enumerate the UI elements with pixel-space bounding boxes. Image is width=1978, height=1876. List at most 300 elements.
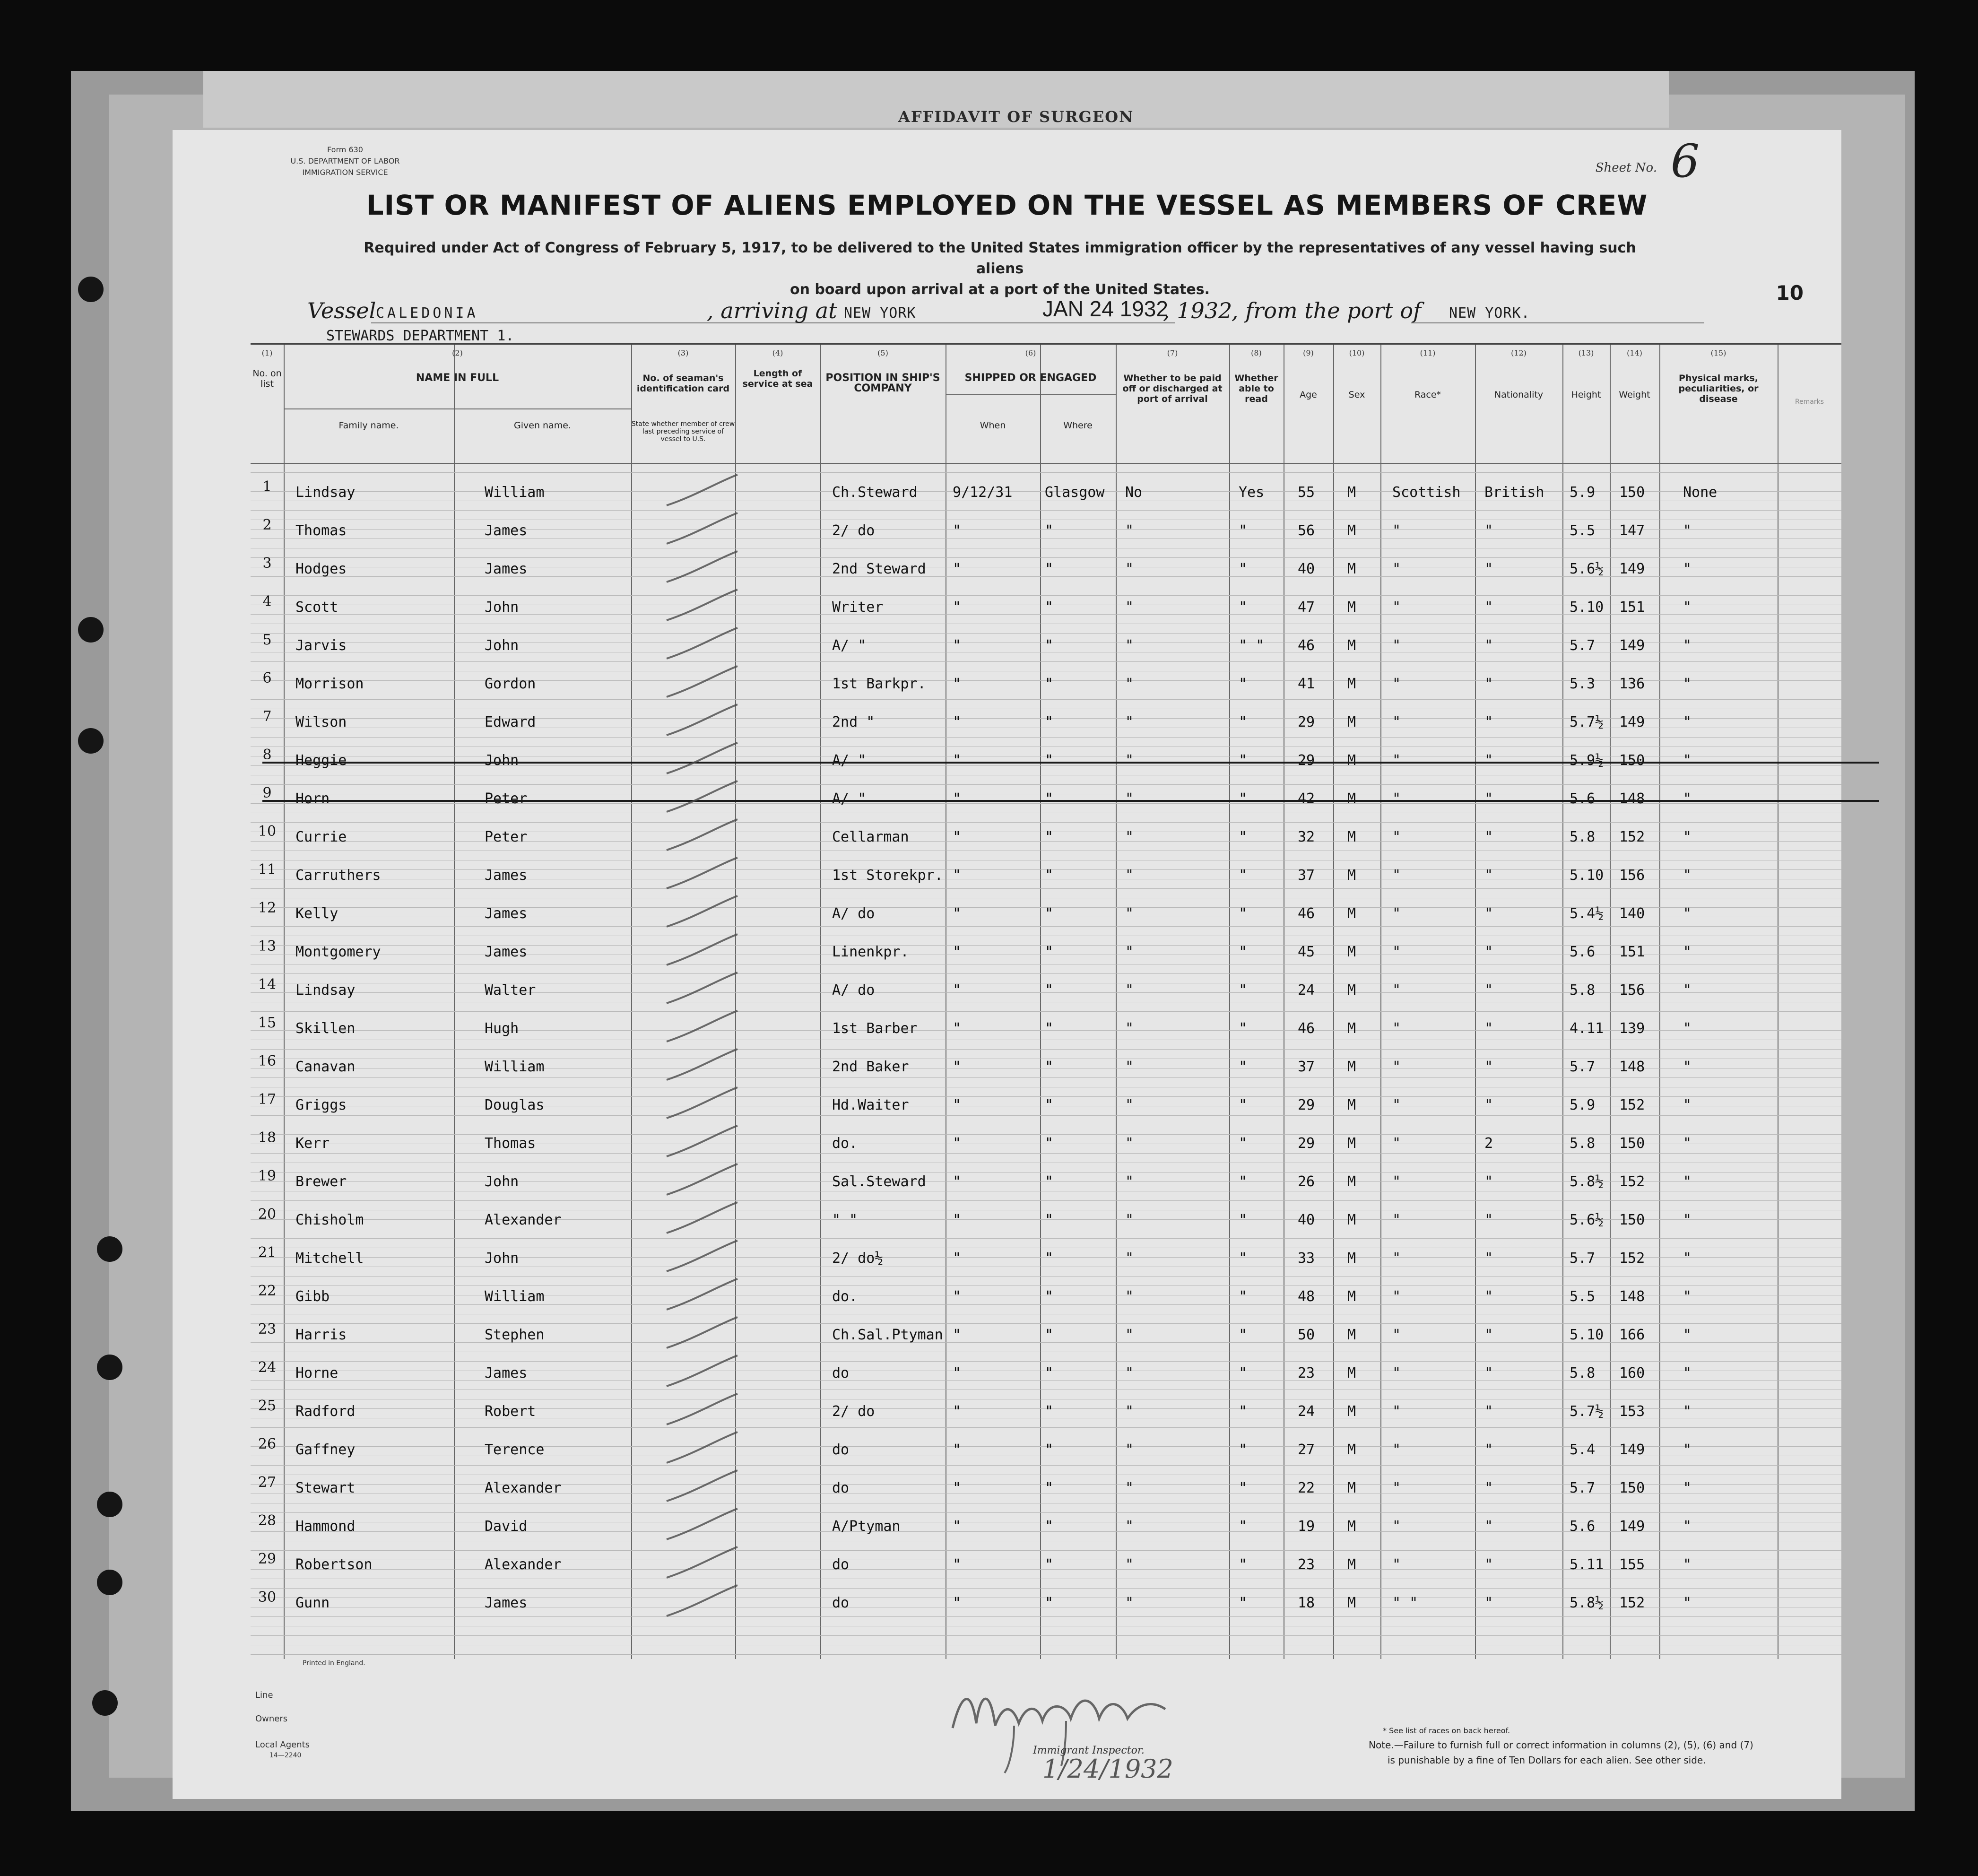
- cell-race: ": [1392, 1327, 1401, 1343]
- cell-given-name: James: [485, 561, 528, 577]
- cell-row-number: 18: [258, 1129, 277, 1146]
- cell-race: ": [1392, 1518, 1401, 1535]
- cell-able-read: ": [1239, 1518, 1248, 1535]
- cell-sex: M: [1347, 1518, 1356, 1535]
- cell-able-read: ": [1239, 1365, 1248, 1381]
- cell-family-name: Lindsay: [295, 484, 356, 501]
- cell-physical-marks: ": [1683, 867, 1692, 884]
- cell-when: ": [953, 1403, 962, 1420]
- cell-nationality: ": [1484, 1059, 1493, 1075]
- cell-paid-off: ": [1125, 752, 1134, 769]
- column-number: (10): [1349, 348, 1365, 357]
- cell-age: 41: [1298, 676, 1315, 692]
- from-port-label: , from the port of: [1232, 298, 1422, 323]
- cell-row-number: 6: [262, 670, 272, 686]
- cell-position: 2nd ": [832, 714, 875, 730]
- cell-able-read: ": [1239, 599, 1248, 616]
- cell-age: 26: [1298, 1173, 1315, 1190]
- column-number: (11): [1420, 348, 1436, 357]
- cell-able-read: ": [1239, 944, 1248, 960]
- cell-physical-marks: ": [1683, 790, 1692, 807]
- cell-position: 2/ do½: [832, 1250, 884, 1267]
- cell-position: A/ ": [832, 752, 867, 769]
- cell-row-number: 16: [258, 1053, 277, 1069]
- cell-sex: M: [1347, 1135, 1356, 1152]
- sheet-number: 6: [1670, 135, 1700, 188]
- cell-physical-marks: ": [1683, 1595, 1692, 1611]
- cell-height: 5.6½: [1570, 1212, 1604, 1228]
- cell-weight: 148: [1619, 1288, 1645, 1305]
- affidavit-heading: AFFIDAVIT OF SURGEON: [898, 108, 1134, 126]
- cell-nationality: ": [1484, 752, 1493, 769]
- cell-where: ": [1045, 1097, 1054, 1113]
- cell-weight: 156: [1619, 982, 1645, 999]
- cell-row-number: 15: [258, 1015, 277, 1031]
- pen-slash: [667, 1394, 737, 1424]
- cell-weight: 136: [1619, 676, 1645, 692]
- cell-where: ": [1045, 790, 1054, 807]
- cell-age: 18: [1298, 1595, 1315, 1611]
- cell-row-number: 1: [262, 478, 272, 495]
- cell-physical-marks: ": [1683, 1403, 1692, 1420]
- cell-physical-marks: ": [1683, 1365, 1692, 1381]
- cell-race: ": [1392, 867, 1401, 884]
- cell-race: ": [1392, 752, 1401, 769]
- cell-physical-marks: ": [1683, 1288, 1692, 1305]
- cell-family-name: Horn: [295, 790, 330, 807]
- pen-slash: [667, 475, 737, 505]
- cell-family-name: Gibb: [295, 1288, 330, 1305]
- cell-able-read: ": [1239, 1020, 1248, 1037]
- cell-given-name: James: [485, 1365, 528, 1381]
- cell-position: A/ ": [832, 790, 867, 807]
- department-name: U.S. DEPARTMENT OF LABOR: [290, 156, 400, 165]
- cell-sex: M: [1347, 522, 1356, 539]
- column-number: (8): [1251, 348, 1262, 357]
- cell-row-number: 27: [258, 1474, 277, 1491]
- cell-paid-off: ": [1125, 522, 1134, 539]
- pen-slash: [667, 1126, 737, 1156]
- cell-when: ": [953, 829, 962, 845]
- header-length-service: Length of service at sea: [742, 368, 813, 389]
- cell-position: A/ do: [832, 905, 875, 922]
- cell-where: ": [1045, 944, 1054, 960]
- cell-family-name: Carruthers: [295, 867, 381, 884]
- cell-given-name: James: [485, 867, 528, 884]
- cell-weight: 150: [1619, 1480, 1645, 1496]
- cell-weight: 150: [1619, 1212, 1645, 1228]
- cell-weight: 150: [1619, 752, 1645, 769]
- header-seaman-card-note: State whether member of crew last preceding service of vessel to U.S.: [631, 420, 735, 443]
- cell-height: 5.7: [1570, 1059, 1596, 1075]
- cell-row-number: 13: [258, 938, 277, 955]
- cell-given-name: James: [485, 522, 528, 539]
- cell-nationality: ": [1484, 790, 1493, 807]
- cell-weight: 149: [1619, 714, 1645, 730]
- cell-paid-off: ": [1125, 1135, 1134, 1152]
- cell-paid-off: ": [1125, 905, 1134, 922]
- cell-nationality: ": [1484, 982, 1493, 999]
- cell-where: ": [1045, 1518, 1054, 1535]
- cell-when: ": [953, 1595, 962, 1611]
- cell-sex: M: [1347, 1288, 1356, 1305]
- department-block: [246, 144, 444, 178]
- pen-slash: [667, 1547, 737, 1578]
- cell-given-name: Stephen: [485, 1327, 545, 1343]
- cell-physical-marks: ": [1683, 1212, 1692, 1228]
- cell-paid-off: ": [1125, 1442, 1134, 1458]
- header-paid-off: Whether to be paid off or discharged at port of arrival: [1122, 373, 1223, 404]
- cell-given-name: James: [485, 905, 528, 922]
- cell-height: 5.9: [1570, 1097, 1596, 1113]
- form-number: Form 630: [327, 145, 363, 154]
- header-physical-marks: Physical marks, peculiarities, or disease: [1678, 373, 1759, 404]
- arriving-label: , arriving at: [707, 298, 837, 323]
- punch-hole: [97, 1236, 122, 1262]
- cell-race: Scottish: [1392, 484, 1461, 501]
- cell-family-name: Kelly: [295, 905, 338, 922]
- cell-paid-off: ": [1125, 1518, 1134, 1535]
- cell-race: ": [1392, 944, 1401, 960]
- cell-age: 23: [1298, 1365, 1315, 1381]
- sheet-label: Sheet No.: [1595, 161, 1657, 175]
- cell-where: ": [1045, 1135, 1054, 1152]
- cell-sex: M: [1347, 982, 1356, 999]
- cell-weight: 149: [1619, 637, 1645, 654]
- cell-sex: M: [1347, 1097, 1356, 1113]
- cell-able-read: Yes: [1239, 484, 1265, 501]
- cell-when: 9/12/31: [953, 484, 1013, 501]
- cell-where: ": [1045, 1059, 1054, 1075]
- pen-slash: [667, 590, 737, 620]
- cell-age: 29: [1298, 1097, 1315, 1113]
- cell-physical-marks: ": [1683, 944, 1692, 960]
- vessel-label: Vessel: [307, 298, 376, 323]
- cell-age: 27: [1298, 1442, 1315, 1458]
- cell-height: 5.7: [1570, 1480, 1596, 1496]
- cell-nationality: ": [1484, 637, 1493, 654]
- cell-weight: 151: [1619, 944, 1645, 960]
- footer-note: [1369, 1737, 1753, 1768]
- cell-where: ": [1045, 905, 1054, 922]
- cell-where: ": [1045, 561, 1054, 577]
- cell-row-number: 3: [262, 555, 272, 572]
- cell-row-number: 21: [258, 1244, 277, 1261]
- cell-when: ": [953, 1135, 962, 1152]
- cell-height: 5.5: [1570, 522, 1596, 539]
- cell-row-number: 23: [258, 1321, 277, 1338]
- pen-slash: [667, 1087, 737, 1118]
- punch-hole: [92, 1690, 118, 1716]
- pen-slash: [667, 896, 737, 927]
- cell-family-name: Montgomery: [295, 944, 381, 960]
- cell-family-name: Robertson: [295, 1556, 373, 1573]
- cell-row-number: 28: [258, 1512, 277, 1529]
- cell-row-number: 9: [262, 785, 272, 801]
- cell-position: do: [832, 1480, 850, 1496]
- cell-weight: 149: [1619, 561, 1645, 577]
- cell-position: 1st Barkpr.: [832, 676, 926, 692]
- cell-where: ": [1045, 867, 1054, 884]
- cell-when: ": [953, 867, 962, 884]
- cell-given-name: Alexander: [485, 1480, 562, 1496]
- cell-given-name: John: [485, 599, 519, 616]
- cell-nationality: ": [1484, 1020, 1493, 1037]
- cell-paid-off: ": [1125, 1212, 1134, 1228]
- column-number: (13): [1578, 348, 1594, 357]
- header-remarks: Remarks: [1795, 398, 1824, 406]
- cell-paid-off: ": [1125, 1403, 1134, 1420]
- pen-slash: [667, 858, 737, 888]
- cell-row-number: 20: [258, 1206, 277, 1223]
- cell-physical-marks: ": [1683, 1556, 1692, 1573]
- cell-position: 2/ do: [832, 522, 875, 539]
- cell-sex: M: [1347, 714, 1356, 730]
- cell-weight: 160: [1619, 1365, 1645, 1381]
- cell-family-name: Currie: [295, 829, 347, 845]
- cell-family-name: Thomas: [295, 522, 347, 539]
- owners-label: Owners: [255, 1714, 288, 1724]
- cell-race: ": [1392, 1442, 1401, 1458]
- cell-position: 2nd Baker: [832, 1059, 909, 1075]
- cell-given-name: William: [485, 484, 545, 501]
- cell-paid-off: ": [1125, 1250, 1134, 1267]
- cell-where: ": [1045, 982, 1054, 999]
- cell-family-name: Mitchell: [295, 1250, 364, 1267]
- subtitle-line-1: Required under Act of Congress of February 5, 1917, to be delivered to the United States immigration officer by the representatives of any vessel having such aliens: [364, 240, 1636, 277]
- punch-hole: [78, 728, 104, 754]
- cell-height: 5.7½: [1570, 1403, 1604, 1420]
- cell-race: ": [1392, 1288, 1401, 1305]
- cell-when: ": [953, 1327, 962, 1343]
- pen-slash: [667, 1355, 737, 1386]
- cell-family-name: Hammond: [295, 1518, 356, 1535]
- cell-row-number: 22: [258, 1283, 277, 1299]
- punch-hole: [97, 1355, 122, 1380]
- cell-position: do: [832, 1556, 850, 1573]
- cell-paid-off: ": [1125, 829, 1134, 845]
- cell-given-name: Hugh: [485, 1020, 519, 1037]
- cell-nationality: 2: [1484, 1135, 1493, 1152]
- cell-weight: 152: [1619, 1250, 1645, 1267]
- cell-physical-marks: ": [1683, 829, 1692, 845]
- pen-slash: [667, 704, 737, 735]
- cell-height: 5.10: [1570, 1327, 1604, 1343]
- cell-height: 5.8: [1570, 982, 1596, 999]
- cell-family-name: Horne: [295, 1365, 338, 1381]
- cell-position: do: [832, 1365, 850, 1381]
- cell-race: ": [1392, 829, 1401, 845]
- cell-age: 24: [1298, 1403, 1315, 1420]
- cell-age: 19: [1298, 1518, 1315, 1535]
- cell-weight: 149: [1619, 1518, 1645, 1535]
- cell-when: ": [953, 982, 962, 999]
- cell-race: ": [1392, 1250, 1401, 1267]
- inspector-label: Immigrant Inspector.: [1033, 1745, 1145, 1756]
- cell-where: ": [1045, 676, 1054, 692]
- cell-where: ": [1045, 637, 1054, 654]
- note-line-1: Note.—Failure to furnish full or correct information in columns (2), (5), (6) and (7): [1369, 1739, 1753, 1751]
- cell-row-number: 10: [258, 823, 277, 840]
- cell-sex: M: [1347, 829, 1356, 845]
- cell-weight: 152: [1619, 1097, 1645, 1113]
- pen-slash: [667, 1585, 737, 1616]
- cell-race: " ": [1392, 1595, 1418, 1611]
- cell-height: 5.8½: [1570, 1595, 1604, 1611]
- cell-family-name: Jarvis: [295, 637, 347, 654]
- cell-when: ": [953, 1173, 962, 1190]
- signature-date: 1/24/1932: [1042, 1754, 1173, 1784]
- cell-given-name: Peter: [485, 829, 528, 845]
- cell-where: ": [1045, 1403, 1054, 1420]
- cell-physical-marks: ": [1683, 1097, 1692, 1113]
- cell-where: ": [1045, 714, 1054, 730]
- cell-position: Cellarman: [832, 829, 909, 845]
- cell-sex: M: [1347, 790, 1356, 807]
- cell-race: ": [1392, 1556, 1401, 1573]
- cell-physical-marks: ": [1683, 1442, 1692, 1458]
- cell-able-read: ": [1239, 1212, 1248, 1228]
- cell-age: 22: [1298, 1480, 1315, 1496]
- cell-age: 46: [1298, 637, 1315, 654]
- cell-given-name: Alexander: [485, 1212, 562, 1228]
- cell-weight: 151: [1619, 599, 1645, 616]
- column-number: (1): [261, 348, 273, 357]
- cell-row-number: 19: [258, 1168, 277, 1184]
- cell-where: ": [1045, 752, 1054, 769]
- cell-family-name: Harris: [295, 1327, 347, 1343]
- cell-nationality: ": [1484, 905, 1493, 922]
- pen-slash: [667, 1509, 737, 1539]
- cell-age: 47: [1298, 599, 1315, 616]
- cell-nationality: ": [1484, 676, 1493, 692]
- cell-sex: M: [1347, 1212, 1356, 1228]
- cell-able-read: ": [1239, 982, 1248, 999]
- manifest-table: [251, 343, 1841, 1659]
- cell-nationality: ": [1484, 1403, 1493, 1420]
- cell-nationality: ": [1484, 714, 1493, 730]
- cell-sex: M: [1347, 867, 1356, 884]
- cell-height: 5.11: [1570, 1556, 1604, 1573]
- cell-paid-off: ": [1125, 561, 1134, 577]
- cell-family-name: Skillen: [295, 1020, 356, 1037]
- cell-family-name: Heggie: [295, 752, 347, 769]
- cell-nationality: ": [1484, 1442, 1493, 1458]
- cell-sex: M: [1347, 676, 1356, 692]
- cell-weight: 152: [1619, 829, 1645, 845]
- cell-physical-marks: ": [1683, 1250, 1692, 1267]
- cell-nationality: British: [1484, 484, 1544, 501]
- cell-able-read: ": [1239, 714, 1248, 730]
- cell-height: 5.6: [1570, 790, 1596, 807]
- cell-row-number: 12: [258, 900, 277, 916]
- cell-sex: M: [1347, 637, 1356, 654]
- cell-age: 32: [1298, 829, 1315, 845]
- cell-age: 55: [1298, 484, 1315, 501]
- cell-paid-off: No: [1125, 484, 1143, 501]
- pen-slash: [667, 551, 737, 582]
- cell-height: 5.8: [1570, 1365, 1596, 1381]
- column-number: (7): [1167, 348, 1178, 357]
- cell-weight: 148: [1619, 790, 1645, 807]
- note-line-2: is punishable by a fine of Ten Dollars for each alien. See other side.: [1388, 1754, 1706, 1766]
- cell-sex: M: [1347, 484, 1356, 501]
- cell-given-name: William: [485, 1059, 545, 1075]
- cell-age: 45: [1298, 944, 1315, 960]
- cell-position: 2/ do: [832, 1403, 875, 1420]
- cell-race: ": [1392, 522, 1401, 539]
- cell-nationality: ": [1484, 1327, 1493, 1343]
- cell-able-read: ": [1239, 1250, 1248, 1267]
- cell-height: 5.4: [1570, 1442, 1596, 1458]
- cell-age: 40: [1298, 561, 1315, 577]
- cell-age: 46: [1298, 905, 1315, 922]
- pen-slash: [667, 1241, 737, 1271]
- cell-given-name: Terence: [485, 1442, 545, 1458]
- cell-sex: M: [1347, 1020, 1356, 1037]
- cell-sex: M: [1347, 1250, 1356, 1267]
- cell-nationality: ": [1484, 944, 1493, 960]
- header-able-read: Whether able to read: [1234, 373, 1278, 404]
- cell-row-number: 24: [258, 1359, 277, 1376]
- header-family-name: Family name.: [338, 420, 399, 431]
- pen-slash: [667, 1164, 737, 1195]
- cell-nationality: ": [1484, 599, 1493, 616]
- cell-position: A/ ": [832, 637, 867, 654]
- column-number: (15): [1710, 348, 1726, 357]
- cell-age: 56: [1298, 522, 1315, 539]
- cell-height: 5.9½: [1570, 752, 1604, 769]
- cell-where: ": [1045, 522, 1054, 539]
- page-subtitle: [362, 238, 1638, 300]
- cell-able-read: ": [1239, 522, 1248, 539]
- cell-where: ": [1045, 1556, 1054, 1573]
- cell-family-name: Lindsay: [295, 982, 356, 999]
- pen-slash: [667, 819, 737, 850]
- cell-able-read: ": [1239, 829, 1248, 845]
- cell-position: " ": [832, 1212, 858, 1228]
- cell-race: ": [1392, 1020, 1401, 1037]
- page-title: LIST OR MANIFEST OF ALIENS EMPLOYED ON THE VESSEL AS MEMBERS OF CREW: [366, 189, 1648, 221]
- pen-slash: [667, 628, 737, 659]
- cell-row-number: 11: [258, 861, 277, 878]
- cell-able-read: ": [1239, 1288, 1248, 1305]
- cell-height: 5.10: [1570, 867, 1604, 884]
- cell-position: 2nd Steward: [832, 561, 926, 577]
- cell-physical-marks: ": [1683, 905, 1692, 922]
- header-when: When: [980, 420, 1006, 431]
- cell-where: ": [1045, 1173, 1054, 1190]
- printed-in: Printed in England.: [303, 1659, 365, 1667]
- cell-when: ": [953, 1288, 962, 1305]
- cell-race: ": [1392, 599, 1401, 616]
- cell-when: ": [953, 676, 962, 692]
- cell-sex: M: [1347, 944, 1356, 960]
- cell-paid-off: ": [1125, 676, 1134, 692]
- cell-where: ": [1045, 1327, 1054, 1343]
- cell-when: ": [953, 1212, 962, 1228]
- cell-weight: 150: [1619, 1135, 1645, 1152]
- cell-family-name: Morrison: [295, 676, 364, 692]
- cell-position: Hd.Waiter: [832, 1097, 909, 1113]
- pen-slash: [667, 743, 737, 773]
- cell-position: Sal.Steward: [832, 1173, 926, 1190]
- header-seaman-card: No. of seaman's identification card: [636, 373, 730, 394]
- cell-age: 29: [1298, 752, 1315, 769]
- cell-physical-marks: ": [1683, 1020, 1692, 1037]
- cell-when: ": [953, 752, 962, 769]
- cell-weight: 156: [1619, 867, 1645, 884]
